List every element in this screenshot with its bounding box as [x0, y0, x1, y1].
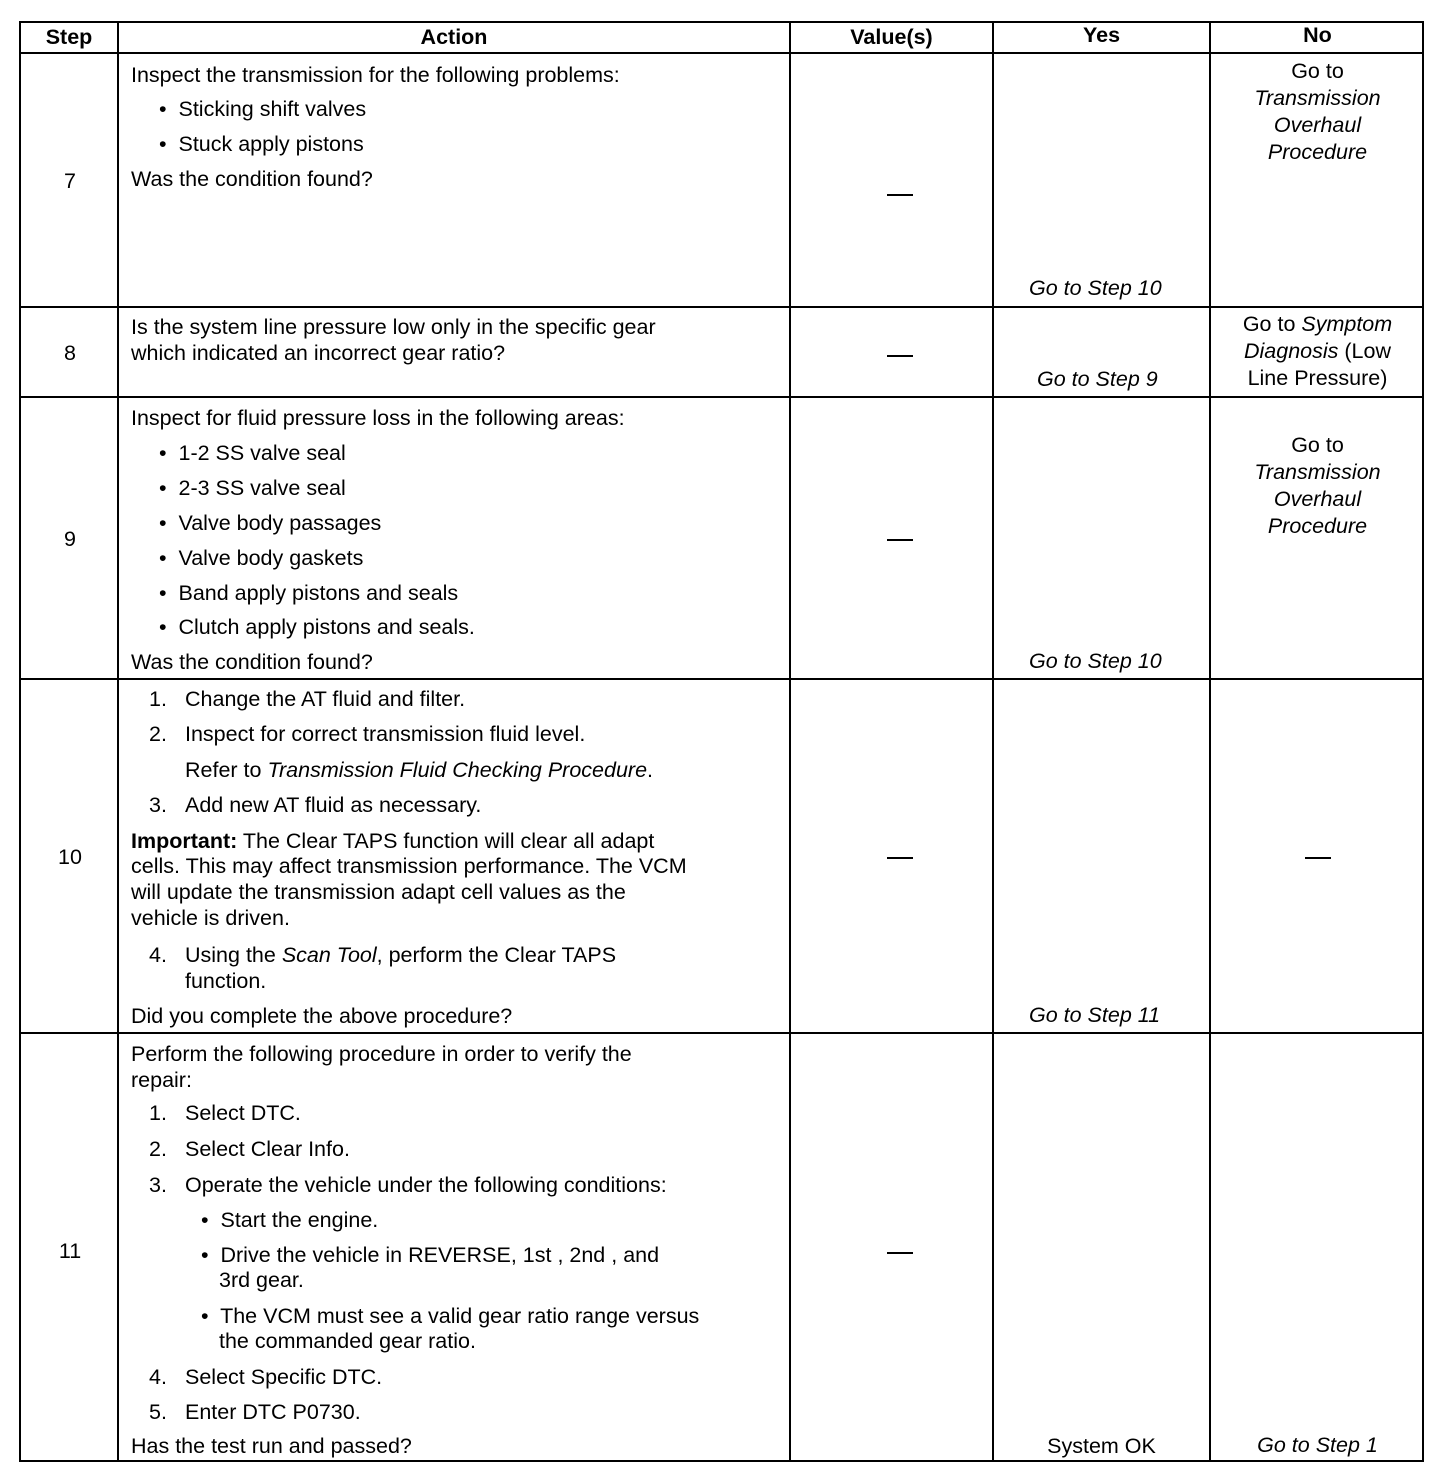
- no-link[interactable]: [1211, 59, 1424, 165]
- bullet-item: • Stuck apply pistons: [159, 132, 364, 156]
- step-number: 10: [58, 845, 82, 869]
- no-link-line: Line Pressure): [1247, 366, 1388, 390]
- list-item: Select Clear Info.: [185, 1137, 350, 1161]
- list-item-reference: Refer to Transmission Fluid Checking Procedure.: [185, 758, 654, 782]
- no-link-line: Transmission: [1254, 460, 1381, 484]
- column-divider: [992, 23, 994, 1460]
- row-divider: [21, 396, 1422, 398]
- value-dash: [887, 539, 913, 541]
- bullet-item: • Valve body gaskets: [159, 546, 364, 570]
- no-link-line: Diagnosis (Low: [1244, 339, 1391, 363]
- step-number: 7: [64, 169, 76, 193]
- action-text: Inspect for fluid pressure loss in the following areas:: [131, 406, 625, 430]
- list-number: 2.: [149, 722, 167, 746]
- no-link-line: Go to: [1291, 433, 1344, 457]
- action-text: which indicated an incorrect gear ratio?: [131, 341, 506, 365]
- no-link[interactable]: [1211, 433, 1424, 539]
- column-divider: [1209, 23, 1211, 1460]
- important-note: cells. This may affect transmission performance. The VCM: [131, 854, 687, 878]
- row-divider: [21, 52, 1422, 54]
- list-number: 1.: [149, 1101, 167, 1125]
- action-question: Did you complete the above procedure?: [131, 1004, 513, 1028]
- action-text: Inspect the transmission for the following problems:: [131, 63, 620, 87]
- row-divider: [21, 306, 1422, 308]
- list-item: Using the Scan Tool, perform the Clear TAPS: [185, 943, 617, 967]
- no-link-line: Procedure: [1267, 140, 1368, 164]
- row-divider: [21, 678, 1422, 680]
- sub-bullet-cont: 3rd gear.: [219, 1268, 304, 1292]
- bullet-item: • Band apply pistons and seals: [159, 581, 459, 605]
- list-number: 4.: [149, 943, 167, 967]
- action-text: repair:: [131, 1068, 192, 1092]
- important-note: vehicle is driven.: [131, 906, 290, 930]
- bullet-item: • 2-3 SS valve seal: [159, 476, 346, 500]
- bullet-item: • Clutch apply pistons and seals.: [159, 615, 475, 639]
- no-dash: [1305, 857, 1331, 859]
- header-no: No: [1303, 23, 1332, 47]
- yes-link[interactable]: Go to Step 11: [1029, 1003, 1161, 1027]
- no-link-line: Go to: [1291, 59, 1344, 83]
- row-divider: [21, 1032, 1422, 1034]
- list-item: Operate the vehicle under the following conditions:: [185, 1173, 667, 1197]
- list-number: 1.: [149, 687, 167, 711]
- list-number: 4.: [149, 1365, 167, 1389]
- list-item: Change the AT fluid and filter.: [185, 687, 466, 711]
- sub-bullet: • The VCM must see a valid gear ratio range versus: [201, 1304, 700, 1328]
- step-number: 8: [64, 341, 76, 365]
- action-text: Perform the following procedure in order to verify the: [131, 1042, 632, 1066]
- value-dash: [887, 194, 913, 196]
- header-yes: Yes: [1082, 23, 1121, 47]
- step-number: 9: [64, 527, 76, 551]
- list-item: Select Specific DTC.: [185, 1365, 383, 1389]
- value-dash: [887, 355, 913, 357]
- header-step: Step: [45, 25, 93, 49]
- value-dash: [887, 1252, 913, 1254]
- list-number: 3.: [149, 1173, 167, 1197]
- action-question: Was the condition found?: [131, 167, 373, 191]
- bullet-item: • 1-2 SS valve seal: [159, 441, 346, 465]
- bullet-item: • Sticking shift valves: [159, 97, 367, 121]
- bullet-item: • Valve body passages: [159, 511, 382, 535]
- sub-bullet: • Drive the vehicle in REVERSE, 1st , 2nd , and: [201, 1243, 660, 1267]
- yes-link[interactable]: Go to Step 10: [1029, 649, 1162, 673]
- important-note: will update the transmission adapt cell values as the: [131, 880, 626, 904]
- no-link-line: Overhaul: [1273, 113, 1362, 137]
- step-number: 11: [58, 1239, 82, 1263]
- procedure-link[interactable]: Transmission Fluid Checking Procedure: [267, 758, 648, 782]
- list-number: 5.: [149, 1400, 167, 1424]
- list-item: Inspect for correct transmission fluid level.: [185, 722, 586, 746]
- sub-bullet: • Start the engine.: [201, 1208, 379, 1232]
- yes-link[interactable]: Go to Step 10: [1029, 276, 1162, 300]
- action-question: Was the condition found?: [131, 650, 373, 674]
- value-dash: [887, 857, 913, 859]
- list-item: Add new AT fluid as necessary.: [185, 793, 482, 817]
- list-item: function.: [185, 969, 267, 993]
- important-note: Important: The Clear TAPS function will clear all adapt: [131, 829, 655, 853]
- sub-bullet-cont: the commanded gear ratio.: [219, 1329, 476, 1353]
- header-action: Action: [420, 25, 488, 49]
- yes-link[interactable]: Go to Step 9: [1037, 367, 1158, 391]
- action-question: Has the test run and passed?: [131, 1434, 412, 1458]
- no-link[interactable]: [1211, 312, 1424, 391]
- no-link-line: Transmission: [1254, 86, 1381, 110]
- list-number: 2.: [149, 1137, 167, 1161]
- list-item: Select DTC.: [185, 1101, 301, 1125]
- no-link-line: Go to Symptom: [1242, 312, 1393, 336]
- list-item: Enter DTC P0730.: [185, 1400, 361, 1424]
- no-link-line: Procedure: [1267, 514, 1368, 538]
- yes-result: System OK: [1047, 1434, 1156, 1458]
- no-link[interactable]: Go to Step 1: [1257, 1433, 1378, 1457]
- column-divider: [789, 23, 791, 1460]
- no-link-line: Overhaul: [1273, 487, 1362, 511]
- diagnostic-table: [19, 21, 1424, 1462]
- action-text: Is the system line pressure low only in the specific gear: [131, 315, 656, 339]
- header-values: Value(s): [850, 25, 933, 49]
- list-number: 3.: [149, 793, 167, 817]
